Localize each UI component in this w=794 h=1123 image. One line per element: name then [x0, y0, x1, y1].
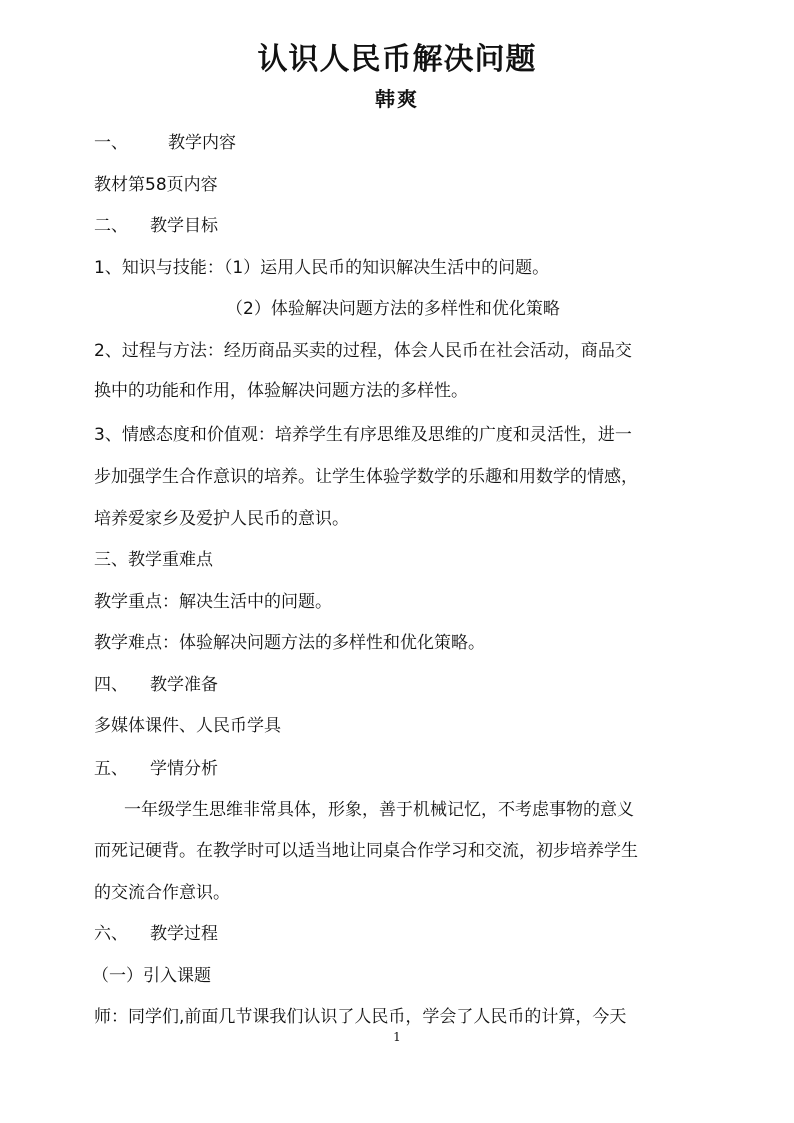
subsection-heading: （一）引入课题: [92, 966, 211, 986]
paragraph: 教材第58页内容: [94, 175, 218, 195]
paragraph: 教学难点：体验解决问题方法的多样性和优化策略。: [94, 633, 485, 653]
section-title: 教学准备: [150, 675, 218, 695]
section-number: 四、: [94, 675, 128, 695]
document-title: 认识人民币解决问题: [257, 42, 537, 77]
section-number: 二、: [94, 216, 128, 236]
paragraph: 的交流合作意识。: [94, 883, 230, 903]
section-title: 学情分析: [150, 759, 218, 779]
section-heading-process: [94, 921, 218, 947]
paragraph: 1、知识与技能：（1）运用人民币的知识解决生活中的问题。: [94, 258, 550, 278]
section-heading-objectives: [94, 213, 218, 239]
section-heading-key-points: 三、教学重难点: [94, 550, 213, 570]
paragraph: 教学重点：解决生活中的问题。: [94, 592, 332, 612]
section-title: 教学过程: [150, 924, 218, 944]
paragraph: 换中的功能和作用，体验解决问题方法的多样性。: [94, 381, 468, 401]
section-heading-content: [94, 130, 236, 156]
paragraph: 一年级学生思维非常具体，形象，善于机械记忆，不考虑事物的意义: [124, 800, 634, 820]
section-number: 一、: [94, 133, 128, 153]
paragraph: 培养爱家乡及爱护人民币的意识。: [94, 509, 349, 529]
page-number: 1: [393, 1030, 401, 1044]
paragraph: 3、情感态度和价值观：培养学生有序思维及思维的广度和灵活性，进一: [94, 425, 632, 445]
paragraph: 而死记硬背。在教学时可以适当地让同桌合作学习和交流，初步培养学生: [94, 841, 638, 861]
section-heading-analysis: [94, 756, 218, 782]
paragraph: 师：同学们,前面几节课我们认识了人民币，学会了人民币的计算，今天: [94, 1007, 627, 1027]
paragraph: 多媒体课件、人民币学具: [94, 716, 281, 736]
paragraph: 2、过程与方法：经历商品买卖的过程，体会人民币在社会活动，商品交: [94, 341, 632, 361]
section-title: 教学内容: [168, 133, 236, 153]
paragraph: （2）体验解决问题方法的多样性和优化策略: [226, 299, 560, 319]
section-heading-preparation: [94, 672, 218, 698]
section-number: 六、: [94, 924, 128, 944]
author-name: 韩爽: [375, 87, 419, 111]
section-title: 教学目标: [150, 216, 218, 236]
section-number: 五、: [94, 759, 128, 779]
paragraph: 步加强学生合作意识的培养。让学生体验学数学的乐趣和用数学的情感，: [94, 467, 638, 487]
